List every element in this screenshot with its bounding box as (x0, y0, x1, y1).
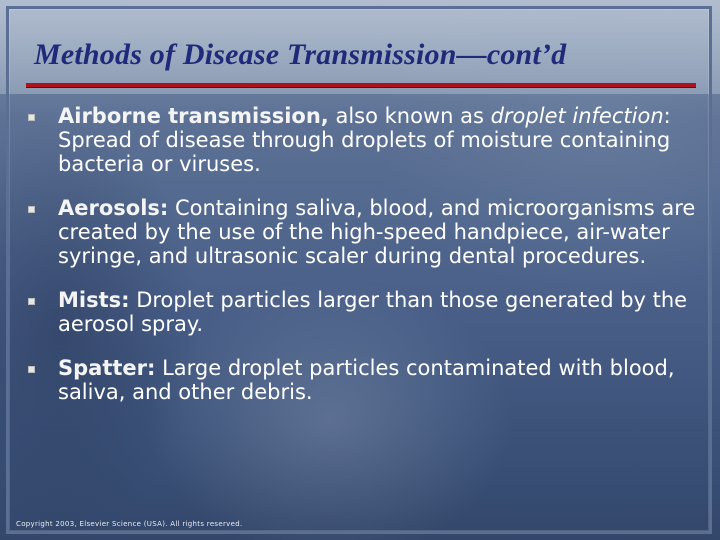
bullet-term: Mists: (58, 288, 130, 312)
bullet-term: Spatter: (58, 356, 156, 380)
bullet-spatter (28, 356, 698, 404)
bullet-airborne-transmission (28, 104, 698, 176)
bullet-text: Containing saliva, blood, and microorganisms are created by the use of the high-speed handpiece, air-water syringe, and ultrasonic scaler during dental procedures. (58, 196, 696, 268)
bullet-italic-text: droplet infection (490, 104, 664, 128)
bullet-mists (28, 288, 698, 336)
title-underline (26, 83, 696, 87)
bullet-text: : Spread of disease through droplets of moisture containing bacteria or viruses. (58, 104, 671, 176)
bullet-text: Large droplet particles contaminated with blood, saliva, and other debris. (58, 356, 675, 404)
bullet-term: Aerosols: (58, 196, 169, 220)
slide-title: Methods of Disease Transmission—cont’d (34, 38, 567, 71)
copyright-notice: Copyright 2003, Elsevier Science (USA). All rights reserved. (16, 520, 243, 528)
square-bullet-icon (28, 114, 35, 121)
square-bullet-icon (28, 298, 35, 305)
bullet-list (28, 104, 698, 404)
square-bullet-icon (28, 366, 35, 373)
square-bullet-icon (28, 206, 35, 213)
bullet-term: Airborne transmission, (58, 104, 329, 128)
bullet-text: Droplet particles larger than those generated by the aerosol spray. (58, 288, 688, 336)
bullet-aerosols (28, 196, 698, 268)
bullet-text: also known as (328, 104, 491, 128)
